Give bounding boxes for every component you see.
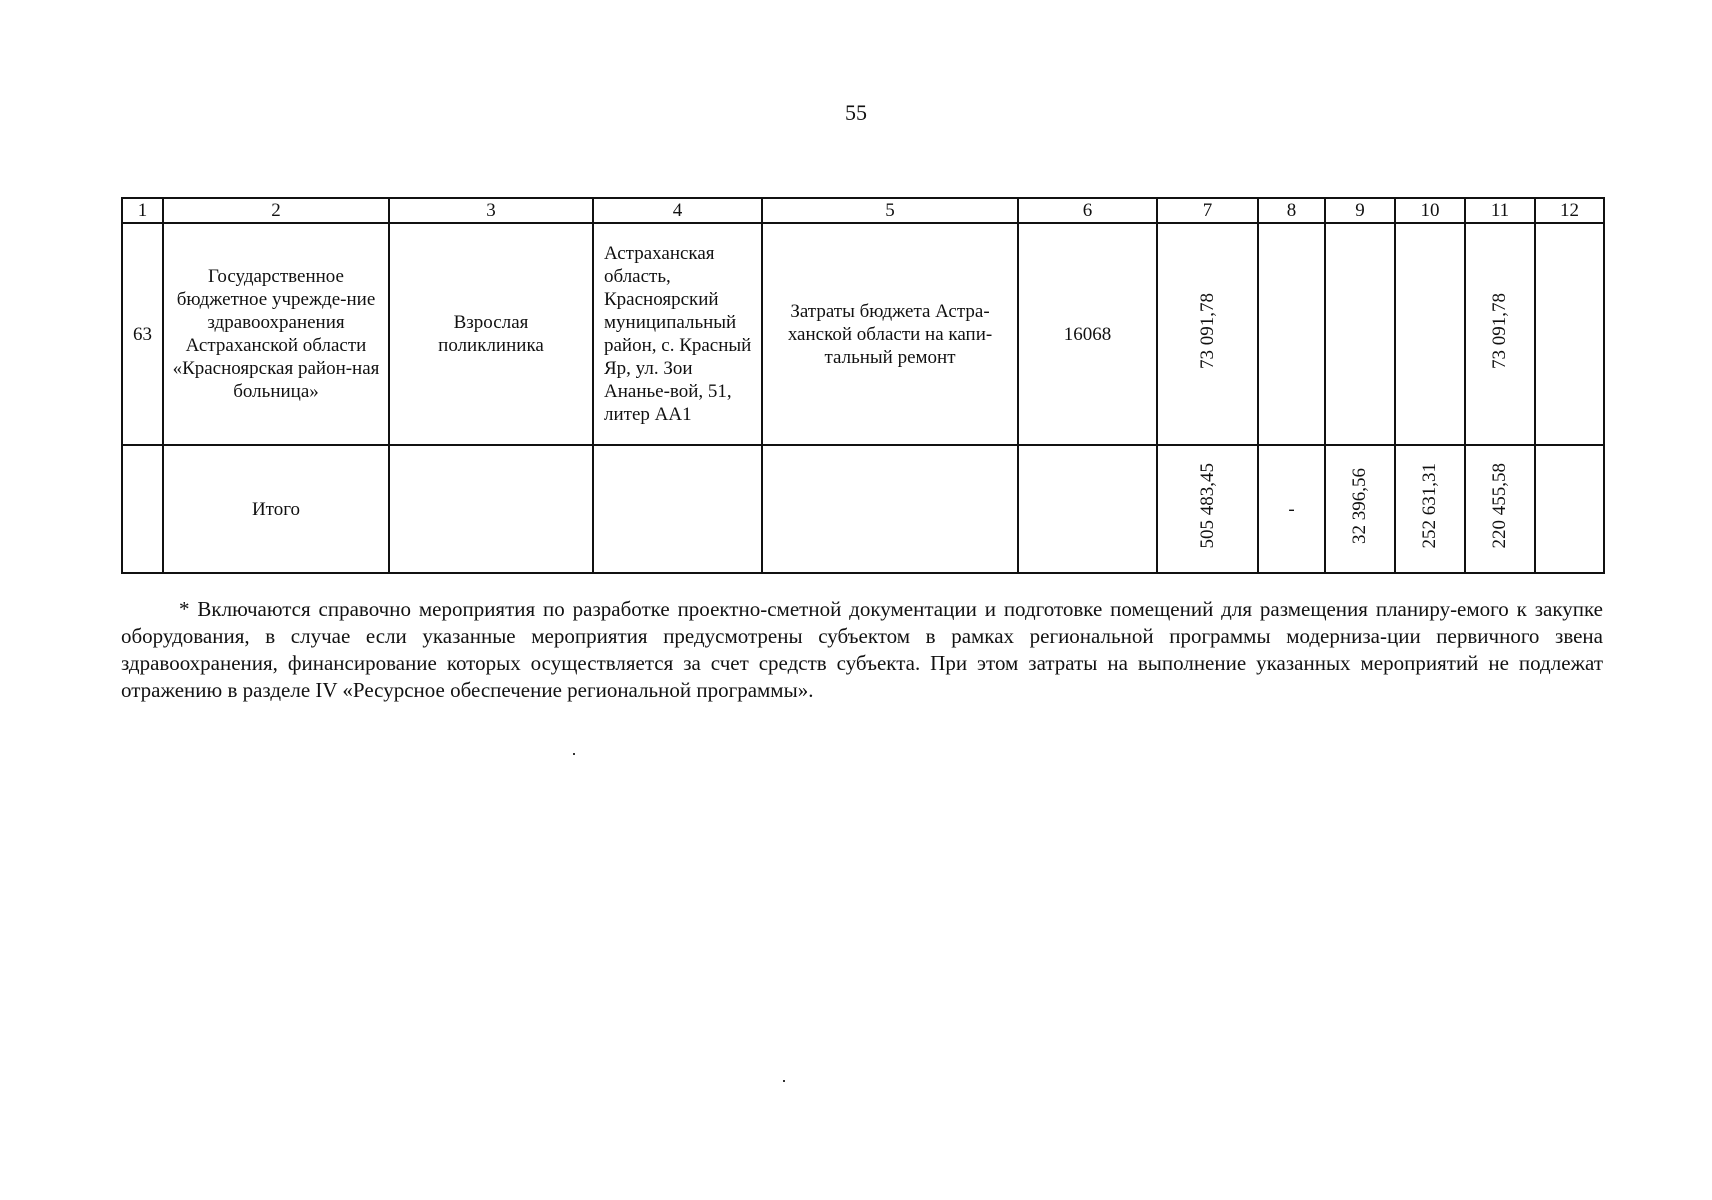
column-number-cell: 3: [389, 198, 593, 223]
page-number: 55: [845, 100, 867, 125]
empty-cell: [1018, 445, 1157, 573]
total-amount-cell: [1325, 445, 1395, 573]
total-amount-cell: [1465, 445, 1535, 573]
column-number-cell: 2: [163, 198, 389, 223]
facility-cell: Взрослая поликлиника: [389, 223, 593, 445]
column-number-cell: 5: [762, 198, 1018, 223]
column-number-cell: 1: [122, 198, 163, 223]
total-row: [122, 445, 1604, 573]
table-row: [122, 223, 1604, 445]
empty-cell: [1535, 445, 1604, 573]
column-number-row: [122, 198, 1604, 223]
amount-value: 73 091,78: [1489, 293, 1510, 369]
amount-value: 73 091,78: [1196, 293, 1218, 369]
amount-cell: [1395, 223, 1465, 445]
budget-table: [121, 197, 1605, 574]
footnote: * Включаются справочно мероприятия по разработке проектно-сметной документации и подготовке помещений для размещения планиру-емого к закупке оборудования, в случае если указанные мероприятия предусмотрены субъектом в рамках региональной программы модерниза-ции первичного звена здравоохранения, финансирование которых осуществляется за счет средств субъекта. При этом затраты на выполнение указанных мероприятий не подлежат отражению в разделе IV «Ресурсное обеспечение региональной программы».: [121, 597, 1603, 702]
expense-type-cell: Затраты бюджета Астра-ханской области на капи-тальный ремонт: [762, 223, 1018, 445]
total-amount-value: 32 396,56: [1349, 468, 1370, 544]
scan-speck: [573, 753, 575, 755]
total-amount-value: 505 483,45: [1196, 463, 1218, 549]
empty-cell: [593, 445, 762, 573]
empty-cell: [762, 445, 1018, 573]
row-number-cell: 63: [122, 223, 163, 445]
scan-speck: [783, 1080, 785, 1082]
column-number-cell: 7: [1157, 198, 1258, 223]
total-amount-cell: -: [1258, 445, 1325, 573]
column-number-cell: 12: [1535, 198, 1604, 223]
column-number-cell: 10: [1395, 198, 1465, 223]
amount-cell: [1535, 223, 1604, 445]
amount-cell: [1258, 223, 1325, 445]
amount-cell: [1157, 223, 1258, 445]
empty-cell: [122, 445, 163, 573]
total-label: Итого: [163, 445, 389, 573]
column-number-cell: 4: [593, 198, 762, 223]
column-number-cell: 6: [1018, 198, 1157, 223]
amount-cell: [1465, 223, 1535, 445]
total-amount-value: 220 455,58: [1489, 463, 1510, 549]
code-cell: 16068: [1018, 223, 1157, 445]
amount-cell: [1325, 223, 1395, 445]
total-amount-cell: [1157, 445, 1258, 573]
address-cell: Астраханская область, Красноярский муниципальный район, с. Красный Яр, ул. Зои Ананье-вой, 51, литер АА1: [593, 223, 762, 445]
total-amount-value: 252 631,31: [1419, 463, 1440, 549]
empty-cell: [389, 445, 593, 573]
column-number-cell: 8: [1258, 198, 1325, 223]
column-number-cell: 9: [1325, 198, 1395, 223]
total-amount-cell: [1395, 445, 1465, 573]
column-number-cell: 11: [1465, 198, 1535, 223]
institution-cell: Государственное бюджетное учрежде-ние здравоохранения Астраханской области «Красноярская район-ная больница»: [163, 223, 389, 445]
